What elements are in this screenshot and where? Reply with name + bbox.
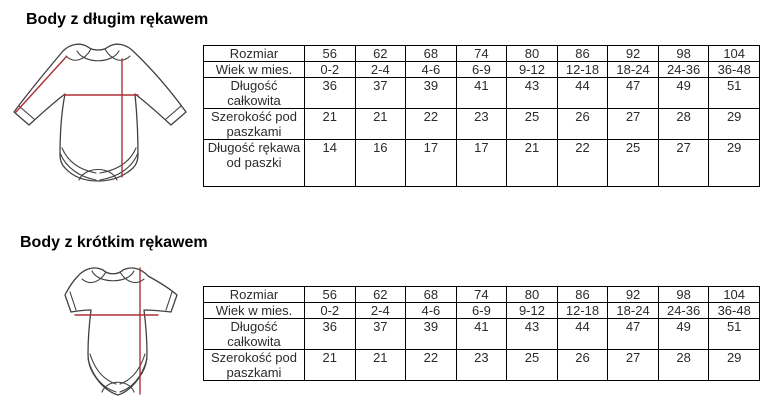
value-cell: 2-4	[355, 303, 406, 319]
row-label-cell: Wiek w mies.	[204, 303, 305, 319]
value-cell: 6-9	[456, 303, 507, 319]
value-cell: 36	[305, 78, 356, 109]
section-title-long-sleeve: Body z długim rękawem	[26, 11, 209, 28]
value-cell: 27	[658, 140, 709, 187]
row-label-cell: Szerokość pod paszkami	[204, 109, 305, 140]
value-cell: 80	[507, 287, 558, 303]
value-cell: 92	[608, 287, 659, 303]
bodysuit-outline	[14, 44, 186, 181]
value-cell: 28	[658, 350, 709, 381]
value-cell: 21	[355, 109, 406, 140]
table-row	[204, 62, 760, 78]
value-cell: 18-24	[608, 303, 659, 319]
value-cell: 29	[709, 350, 760, 381]
table-row	[204, 350, 760, 381]
value-cell: 21	[355, 350, 406, 381]
row-label-cell: Długość całkowita	[204, 78, 305, 109]
value-cell: 39	[406, 78, 457, 109]
value-cell: 56	[305, 46, 356, 62]
table-row	[204, 46, 760, 62]
value-cell: 22	[557, 140, 608, 187]
value-cell: 80	[507, 46, 558, 62]
value-cell: 68	[406, 46, 457, 62]
value-cell: 51	[709, 78, 760, 109]
value-cell: 0-2	[305, 62, 356, 78]
row-label-cell: Długość rękawa od paszki	[204, 140, 305, 187]
value-cell: 0-2	[305, 303, 356, 319]
value-cell: 24-36	[658, 62, 709, 78]
value-cell: 26	[557, 109, 608, 140]
value-cell: 23	[456, 350, 507, 381]
value-cell: 98	[658, 287, 709, 303]
size-table-long-sleeve	[203, 45, 760, 187]
value-cell: 44	[557, 319, 608, 350]
table-row	[204, 303, 760, 319]
row-label-cell: Rozmiar	[204, 46, 305, 62]
value-cell: 49	[658, 319, 709, 350]
value-cell: 62	[355, 287, 406, 303]
value-cell: 25	[608, 140, 659, 187]
value-cell: 14	[305, 140, 356, 187]
value-cell: 104	[709, 287, 760, 303]
value-cell: 21	[507, 140, 558, 187]
value-cell: 74	[456, 46, 507, 62]
value-cell: 18-24	[608, 62, 659, 78]
value-cell: 92	[608, 46, 659, 62]
value-cell: 68	[406, 287, 457, 303]
value-cell: 2-4	[355, 62, 406, 78]
value-cell: 104	[709, 46, 760, 62]
size-table-short-sleeve	[203, 286, 760, 381]
value-cell: 27	[608, 350, 659, 381]
value-cell: 29	[709, 109, 760, 140]
value-cell: 36-48	[709, 303, 760, 319]
value-cell: 4-6	[406, 303, 457, 319]
value-cell: 86	[557, 46, 608, 62]
value-cell: 41	[456, 78, 507, 109]
value-cell: 22	[406, 350, 457, 381]
value-cell: 28	[658, 109, 709, 140]
value-cell: 21	[305, 109, 356, 140]
row-label-cell: Długość całkowita	[204, 319, 305, 350]
value-cell: 44	[557, 78, 608, 109]
table-row	[204, 287, 760, 303]
value-cell: 25	[507, 350, 558, 381]
value-cell: 62	[355, 46, 406, 62]
value-cell: 43	[507, 319, 558, 350]
value-cell: 25	[507, 109, 558, 140]
value-cell: 56	[305, 287, 356, 303]
value-cell: 86	[557, 287, 608, 303]
row-label-cell: Rozmiar	[204, 287, 305, 303]
value-cell: 47	[608, 319, 659, 350]
value-cell: 51	[709, 319, 760, 350]
value-cell: 29	[709, 140, 760, 187]
table-row	[204, 140, 760, 187]
value-cell: 12-18	[557, 303, 608, 319]
value-cell: 21	[305, 350, 356, 381]
value-cell: 74	[456, 287, 507, 303]
table-row	[204, 109, 760, 140]
value-cell: 37	[355, 78, 406, 109]
table-row	[204, 319, 760, 350]
section-title-short-sleeve: Body z krótkim rękawem	[20, 234, 208, 251]
value-cell: 6-9	[456, 62, 507, 78]
long-sleeve-bodysuit-illustration	[0, 38, 200, 193]
bodysuit-outline	[65, 268, 177, 395]
value-cell: 16	[355, 140, 406, 187]
value-cell: 23	[456, 109, 507, 140]
value-cell: 36-48	[709, 62, 760, 78]
value-cell: 17	[456, 140, 507, 187]
value-cell: 47	[608, 78, 659, 109]
value-cell: 39	[406, 319, 457, 350]
short-sleeve-bodysuit-illustration	[40, 262, 220, 407]
value-cell: 9-12	[507, 62, 558, 78]
value-cell: 12-18	[557, 62, 608, 78]
row-label-cell: Wiek w mies.	[204, 62, 305, 78]
value-cell: 27	[608, 109, 659, 140]
value-cell: 43	[507, 78, 558, 109]
value-cell: 36	[305, 319, 356, 350]
value-cell: 24-36	[658, 303, 709, 319]
value-cell: 17	[406, 140, 457, 187]
table-row	[204, 78, 760, 109]
value-cell: 49	[658, 78, 709, 109]
value-cell: 26	[557, 350, 608, 381]
value-cell: 22	[406, 109, 457, 140]
value-cell: 41	[456, 319, 507, 350]
row-label-cell: Szerokość pod paszkami	[204, 350, 305, 381]
value-cell: 4-6	[406, 62, 457, 78]
value-cell: 37	[355, 319, 406, 350]
value-cell: 9-12	[507, 303, 558, 319]
value-cell: 98	[658, 46, 709, 62]
